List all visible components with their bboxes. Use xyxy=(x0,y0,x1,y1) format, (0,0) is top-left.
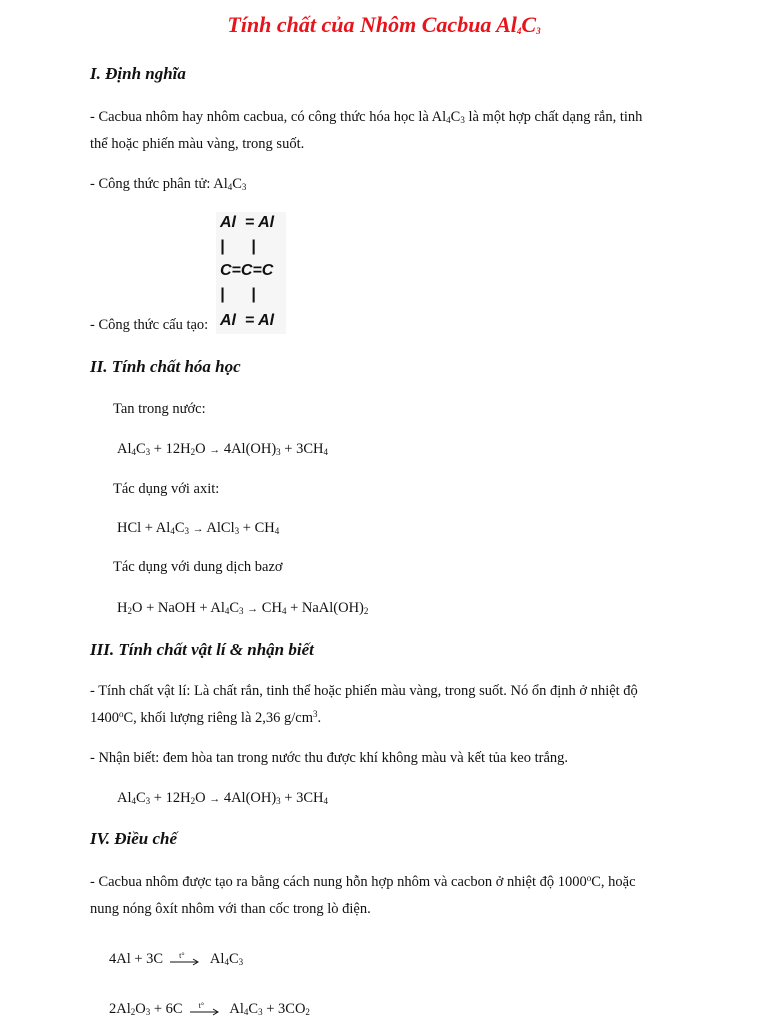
equation-prep-2: $2Al_2O_3 + 6C$ t° $Al_4C_3 + 3CO_2$ xyxy=(109,1000,310,1017)
definition-line-1: - Cacbua nhôm hay nhôm cacbua, có công thức hóa học là $Al_4C_3$ là một hợp chất dạng rắn, tinh xyxy=(90,109,643,125)
struct-line: | | xyxy=(220,286,256,303)
struct-line: Al = Al xyxy=(220,214,275,231)
equation-base: $H_2O$ + NaOH + $Al_4C_3 \to CH_4$ + $NaAl(OH)_2$ xyxy=(117,600,369,616)
preparation-line-1: - Cacbua nhôm được tạo ra bằng cách nung hỗn hợp nhôm và cacbon ở nhiệt độ 1000$^o$C, hoặc xyxy=(90,873,636,890)
struct-line: Al = Al xyxy=(220,312,275,329)
physical-line-1: - Tính chất vật lí: Là chất rắn, tinh thể hoặc phiến màu vàng, trong suốt. Nó ổn định ở nhiệt độ xyxy=(90,683,638,699)
section-heading-physical: III. Tính chất vật lí & nhận biết xyxy=(90,640,314,659)
structural-formula-image xyxy=(216,212,286,334)
structural-formula-label: - Công thức cấu tạo: xyxy=(90,317,209,333)
molecular-formula: - Công thức phân tử: $Al_4C_3$ xyxy=(90,176,247,192)
physical-line-2: 1400$^o$C, khối lượng riêng là 2,36 $g/cm^3$. xyxy=(90,709,322,726)
struct-line: C=C=C xyxy=(220,262,274,279)
heat-arrow-icon: t° xyxy=(169,953,201,967)
equation-prep-1: 4Al + 3C t° $Al_4C_3$ xyxy=(109,950,244,967)
preparation-line-2: nung nóng ôxít nhôm với than cốc trong lò điện. xyxy=(90,901,371,917)
struct-line: | | xyxy=(220,238,256,255)
section-heading-definition: I. Định nghĩa xyxy=(90,64,186,83)
definition-line-2: thể hoặc phiến màu vàng, trong suốt. xyxy=(90,136,305,152)
section-heading-chemical: II. Tính chất hóa học xyxy=(90,357,241,376)
water-label: Tan trong nước: xyxy=(113,401,206,417)
section-heading-preparation: IV. Điều chế xyxy=(90,829,178,848)
page-title: Tính chất của Nhôm Cacbua $Al_4C_3$ xyxy=(227,12,541,37)
identification-line: - Nhận biết: đem hòa tan trong nước thu được khí không màu và kết tủa keo trắng. xyxy=(90,750,569,766)
acid-label: Tác dụng với axit: xyxy=(113,481,220,497)
equation-water: $Al_4C_3 + 12H_2O \to 4Al(OH)_3 + 3CH_4$ xyxy=(117,441,328,457)
equation-acid: HCl + $Al_4C_3$ → AlCl$_3$ + $CH_4$ xyxy=(117,520,280,536)
equation-identification: $Al_4C_3 + 12H_2O \to 4Al(OH)_3 + 3CH_4$ xyxy=(117,790,328,806)
heat-arrow-icon: t° xyxy=(189,1003,221,1017)
base-label: Tác dụng với dung dịch bazơ xyxy=(113,559,283,575)
